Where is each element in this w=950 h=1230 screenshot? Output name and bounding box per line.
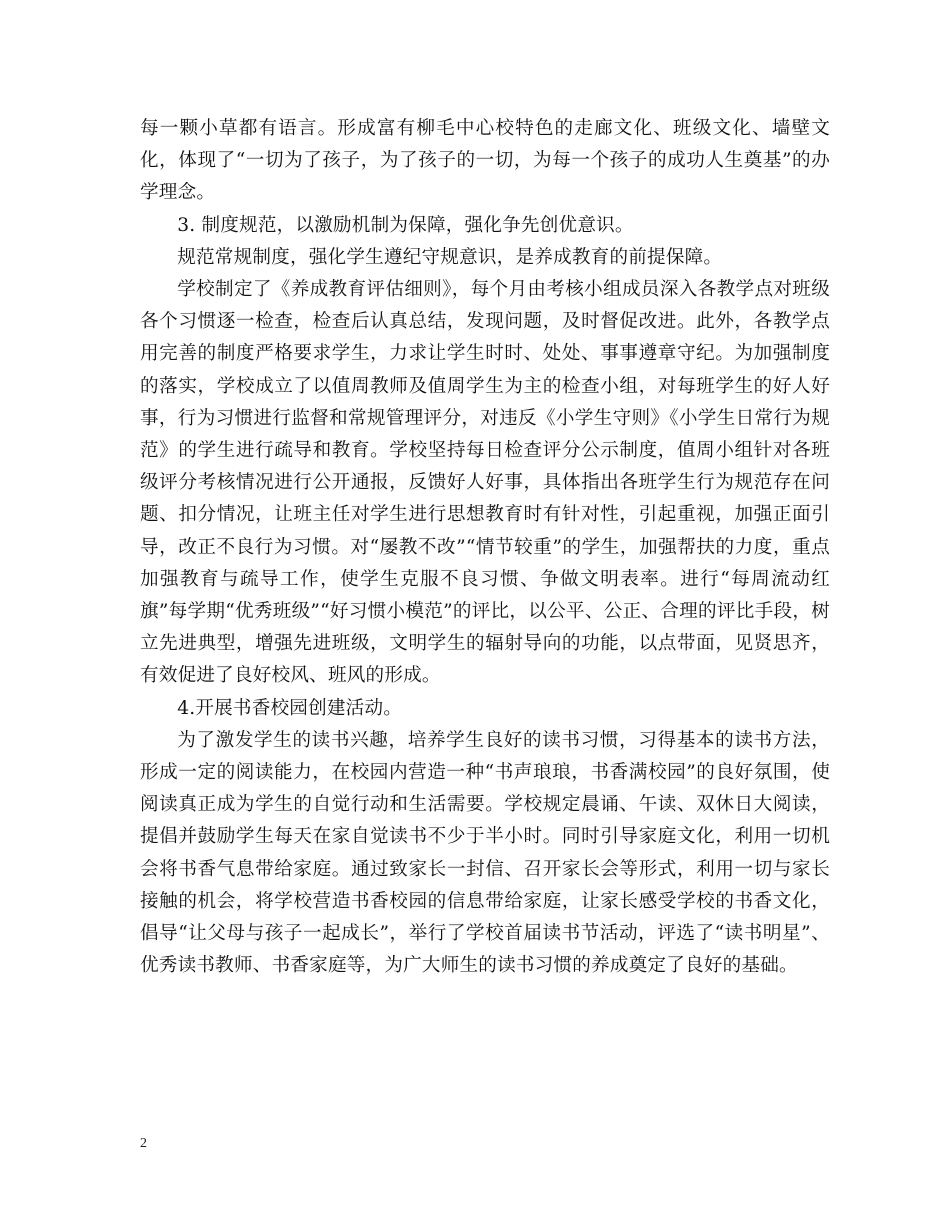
document-body: [140, 113, 830, 982]
paragraph-evaluation-system: 学校制定了《养成教育评估细则》，每个月由考核小组成员深入各教学点对班级各个习惯逐一检查，检查后认真总结，发现问题，及时督促改进。此外，各教学点用完善的制度严格要求学生，力求让学生时时、处处、事事遵章守纪。为加强制度的落实，学校成立了以值周教师及值周学生为主的检查小组，对每班学生的好人好事，行为习惯进行监督和常规管理评分，对违反《小学生守则》《小学生日常行为规范》的学生进行疏导和教育。学校坚持每日检查评分公示制度，值周小组针对各班级评分考核情况进行公开通报，反馈好人好事，具体指出各班学生行为规范存在问题、扣分情况，让班主任对学生进行思想教育时有针对性，引起重视，加强正面引导，改正不良行为习惯。对“屡教不改”“情节较重”的学生，加强帮扶的力度，重点加强教育与疏导工作，使学生克服不良习惯、争做文明表率。进行“每周流动红旗”每学期“优秀班级”“好习惯小模范”的评比，以公平、公正、合理的评比手段，树立先进典型，增强先进班级，文明学生的辐射导向的功能，以点带面，见贤思齐，有效促进了良好校风、班风的形成。: [140, 279, 830, 687]
page-number: 2: [140, 1136, 147, 1151]
heading-book-campus: 4.开展书香校园创建活动。: [177, 697, 403, 719]
heading-institution-standards: 3. 制度规范，以激励机制为保障，强化争先创优意识。: [177, 214, 634, 236]
paragraph-school-culture: 每一颗小草都有语言。形成富有柳毛中心校特色的走廊文化、班级文化、墙壁文化，体现了“一切为了孩子，为了孩子的一切，为每一个孩子的成功人生奠基”的办学理念。: [140, 118, 830, 204]
paragraph-rules-intro: 规范常规制度，强化学生遵纪守规意识，是养成教育的前提保障。: [177, 246, 723, 268]
paragraph-reading-activities: 为了激发学生的读书兴趣，培养学生良好的读书习惯，习得基本的读书方法，形成一定的阅读能力，在校园内营造一种“书声琅琅，书香满校园”的良好氛围，使阅读真正成为学生的自觉行动和生活需要。学校规定晨诵、午读、双休日大阅读，提倡并鼓励学生每天在家自觉读书不少于半小时。同时引导家庭文化，利用一切机会将书香气息带给家庭。通过致家长一封信、召开家长会等形式，利用一切与家长接触的机会，将学校营造书香校园的信息带给家庭，让家长感受学校的书香文化，倡导“让父母与孩子一起成长”，举行了学校首届读书节活动，评选了“读书明星”、优秀读书教师、书香家庭等，为广大师生的读书习惯的养成奠定了良好的基础。: [140, 729, 830, 977]
